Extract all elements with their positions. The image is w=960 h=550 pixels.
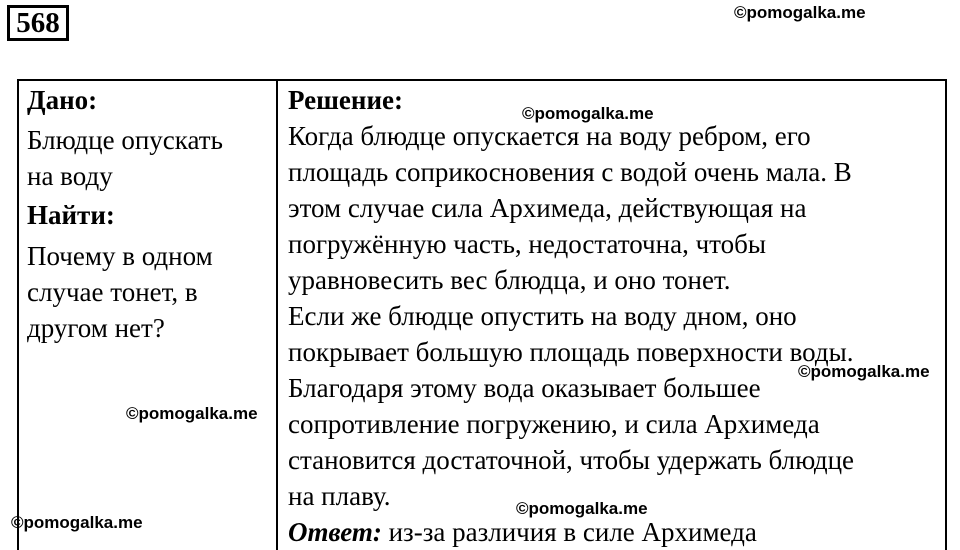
- find-line: Почему в одном: [27, 241, 213, 271]
- solution-line: на плаву.: [288, 481, 391, 511]
- solution-line: Если же блюдце опустить на воду дном, оно: [288, 301, 797, 331]
- task-number: 568: [7, 5, 69, 41]
- solution-line: сопротивление погружению, и сила Архимеда: [288, 409, 820, 439]
- answer-text: из-за различия в силе Архимеда: [381, 517, 757, 547]
- given-heading: Дано:: [27, 85, 98, 115]
- solution-line: погружённую часть, недостаточна, чтобы: [288, 229, 766, 259]
- watermark-solution-top: ©pomogalka.me: [522, 104, 654, 123]
- solution-line: покрывает большую площадь поверхности воды.: [288, 337, 854, 367]
- given-line: на воду: [27, 161, 113, 191]
- find-line: другом нет?: [27, 313, 165, 343]
- given-column: [27, 82, 272, 346]
- find-heading: Найти:: [27, 200, 115, 230]
- given-text: [27, 122, 272, 194]
- find-text: [27, 238, 272, 346]
- solution-column: [288, 82, 944, 550]
- column-divider: [276, 79, 278, 550]
- watermark-bottom-left: ©pomogalka.me: [11, 513, 143, 532]
- solution-line: Благодаря этому вода оказывает большее: [288, 373, 761, 403]
- solution-line: этом случае сила Архимеда, действующая на: [288, 193, 807, 223]
- watermark-solution-bottom: ©pomogalka.me: [516, 499, 648, 518]
- solution-line: площадь соприкосновения с водой очень мала. В: [288, 157, 852, 187]
- solution-line: уравновесить вес блюдца, и оно тонет.: [288, 265, 731, 295]
- watermark-top: ©pomogalka.me: [734, 3, 866, 22]
- given-line: Блюдце опускать: [27, 125, 223, 155]
- find-line: случае тонет, в: [27, 277, 198, 307]
- answer-line: [288, 514, 944, 550]
- watermark-left-middle: ©pomogalka.me: [126, 404, 258, 423]
- solution-line: становится достаточной, чтобы удержать блюдце: [288, 445, 855, 475]
- watermark-solution-right: ©pomogalka.me: [798, 362, 930, 381]
- solution-body: [288, 118, 944, 550]
- answer-label: Ответ:: [288, 517, 382, 547]
- solution-heading: Решение:: [288, 85, 403, 115]
- solution-line: Когда блюдце опускается на воду ребром, его: [288, 121, 811, 151]
